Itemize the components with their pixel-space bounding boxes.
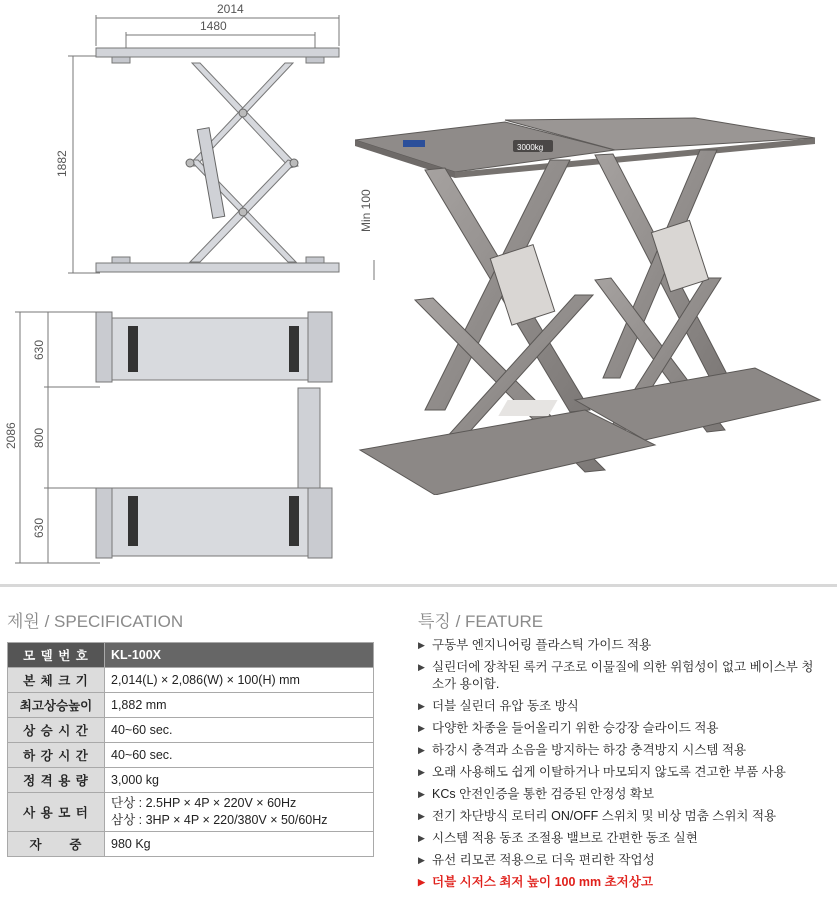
spec-value: 1,882 mm bbox=[105, 693, 374, 718]
feature-title: 특징 / FEATURE bbox=[418, 612, 544, 631]
table-row bbox=[8, 832, 374, 857]
list-item: ▶ 구동부 엔지니어링 플라스틱 가이드 적용 bbox=[418, 637, 818, 654]
dim-depth-front: 630 bbox=[32, 339, 46, 360]
spec-value: 3,000 kg bbox=[105, 768, 374, 793]
spec-value: 2,014(L) × 2,086(W) × 100(H) mm bbox=[105, 668, 374, 693]
spec-key: 자 중 bbox=[8, 832, 105, 857]
brand-label bbox=[403, 140, 425, 147]
list-item: ▶ KCs 안전인증을 통한 검증된 안정성 확보 bbox=[418, 786, 818, 803]
spec-value-2: 삼상 : 3HP × 4P × 220/380V × 50/60Hz bbox=[111, 813, 328, 827]
table-row bbox=[8, 718, 374, 743]
list-item: ▶ 시스템 적용 동조 조절용 밸브로 간편한 동조 실현 bbox=[418, 830, 818, 847]
spec-value: 40~60 sec. bbox=[105, 743, 374, 768]
list-item: ▶ 더블 실린더 유압 동조 방식 bbox=[418, 698, 818, 715]
spec-value: 40~60 sec. bbox=[105, 718, 374, 743]
spec-table bbox=[7, 642, 374, 857]
table-row bbox=[8, 743, 374, 768]
list-item-highlight: ▶ 더블 시저스 최저 높이 100 mm 초저상고 bbox=[418, 874, 818, 891]
spec-key: 사 용 모 터 bbox=[8, 793, 105, 832]
list-item: ▶ 하강시 충격과 소음을 방지하는 하강 충격방지 시스템 적용 bbox=[418, 742, 818, 759]
spec-key: 하 강 시 간 bbox=[8, 743, 105, 768]
table-row bbox=[8, 693, 374, 718]
side-view-drawing bbox=[0, 0, 400, 585]
table-row bbox=[8, 668, 374, 693]
list-item: ▶ 다양한 차종을 들어올리기 위한 승강장 슬라이드 적용 bbox=[418, 720, 818, 737]
spec-key: 상 승 시 간 bbox=[8, 718, 105, 743]
spec-value: 980 Kg bbox=[105, 832, 374, 857]
dim-depth-total: 2086 bbox=[4, 422, 18, 449]
list-item: ▶ 전기 차단방식 로터리 ON/OFF 스위치 및 비상 멈춤 스위치 적용 bbox=[418, 808, 818, 825]
spec-key: 최고상승높이 bbox=[8, 693, 105, 718]
spec-key: 정 격 용 량 bbox=[8, 768, 105, 793]
spec-value: 단상 : 2.5HP × 4P × 220V × 60Hz bbox=[111, 796, 297, 810]
dim-width-inner: 1480 bbox=[200, 19, 227, 33]
spec-key: 모 델 번 호 bbox=[8, 643, 105, 668]
spec-key: 본 체 크 기 bbox=[8, 668, 105, 693]
dim-depth-rear: 630 bbox=[32, 517, 46, 538]
spec-value: KL-100X bbox=[105, 643, 374, 668]
feature-list bbox=[418, 637, 818, 896]
section-divider bbox=[0, 584, 837, 587]
list-item: ▶ 실린더에 장착된 록커 구조로 이물질에 의한 위험성이 없고 베이스부 청소가 용이함. bbox=[418, 659, 818, 693]
dim-width-total: 2014 bbox=[217, 2, 244, 16]
table-row bbox=[8, 768, 374, 793]
list-item: ▶ 유선 리모콘 적용으로 더욱 편리한 작업성 bbox=[418, 852, 818, 869]
dim-height-min: Min 100 bbox=[359, 189, 373, 232]
dim-depth-mid: 800 bbox=[32, 427, 46, 448]
table-row bbox=[8, 643, 374, 668]
load-label: 3000kg bbox=[517, 143, 544, 152]
lift-3d-illustration bbox=[355, 110, 825, 495]
table-row bbox=[8, 793, 374, 832]
spec-title: 제원 / SPECIFICATION bbox=[7, 612, 184, 631]
list-item: ▶ 오래 사용해도 쉽게 이탈하거나 마모되지 않도록 견고한 부품 사용 bbox=[418, 764, 818, 781]
dim-height-max: 1882 bbox=[55, 150, 69, 177]
